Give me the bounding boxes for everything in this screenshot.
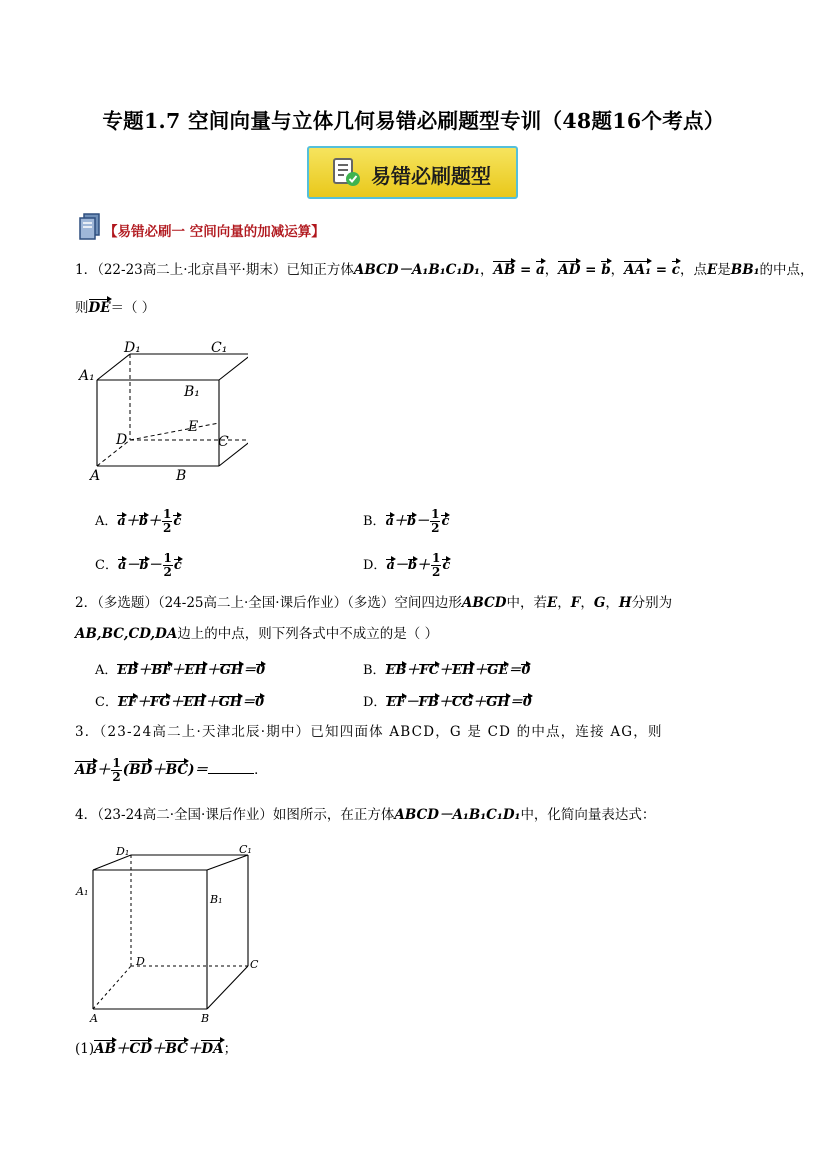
label-D: D — [116, 432, 128, 448]
label-D: D — [136, 955, 145, 968]
question-2-stem: 2．（多选题）（24-25高二上·全国·课后作业）（多选）空间四边形ABCD中，若E，F，G，H分别为 — [75, 595, 673, 611]
book-icon — [78, 213, 102, 241]
question-2-stem-cont: AB,BC,CD,DA边上的中点，则下列各式中不成立的是（ ） — [75, 626, 439, 642]
label-B: B — [176, 468, 187, 484]
question-1-stem: 1．（22-23高二上·北京昌平·期末）已知正方体ABCD－A₁B₁C₁D₁，AB = a，AD = b，AA₁ = c，点E是BB₁的中点， — [75, 262, 814, 278]
label-C1: C₁ — [211, 340, 228, 356]
badge-label: 易错必刷题型 — [371, 164, 491, 188]
q1-option-d[interactable]: D．a－b＋ $\frac{1}{2}$ c — [363, 551, 451, 579]
label-A: A — [90, 468, 101, 484]
checklist-document-icon — [331, 157, 363, 189]
label-A1: A₁ — [79, 368, 95, 384]
label-B1: B₁ — [184, 384, 200, 400]
question-3-expression: AB＋ $\frac{1}{2}$ (BD＋BC)＝ ． — [75, 756, 268, 784]
q1-option-c[interactable]: C．a－b－ $\frac{1}{2}$ c — [95, 551, 182, 579]
label-A1: A₁ — [76, 885, 89, 898]
section-heading: 【易错必刷一 空间向量的加减运算】 — [104, 224, 325, 240]
page-title: 专题1.7 空间向量与立体几何易错必刷题型专训（48题16个考点） — [102, 109, 725, 133]
question-4-cube-figure — [74, 838, 274, 1030]
question-3-stem: 3．（23-24高二上·天津北辰·期中）已知四面体 ABCD，G 是 CD 的中点，连接 AG，则 — [75, 724, 663, 740]
question-1-ask: 则DE＝（ ） — [75, 300, 156, 316]
label-A: A — [90, 1012, 98, 1025]
label-B1: B₁ — [210, 893, 223, 906]
label-C1: C₁ — [239, 843, 252, 856]
label-D1: D₁ — [124, 340, 141, 356]
label-B: B — [201, 1012, 210, 1025]
question-4-stem: 4．（23-24高二·全国·课后作业）如图所示，在正方体ABCD－A₁B₁C₁D₁中，化简向量表达式： — [75, 807, 656, 823]
q2-option-a[interactable]: A．EB＋BF＋EH＋GH＝0 — [95, 663, 266, 678]
q1-option-a[interactable]: A．a＋b＋ $\frac{1}{2}$ c — [95, 507, 182, 535]
question-4-part-1: (1)AB＋CD＋BC＋DA； — [75, 1041, 238, 1057]
label-D1: D₁ — [116, 845, 130, 858]
q1-option-b[interactable]: B．a＋b－ $\frac{1}{2}$ c — [363, 507, 450, 535]
question-1-cube-figure — [78, 338, 248, 488]
answer-blank[interactable] — [208, 761, 254, 774]
label-E: E — [188, 419, 199, 435]
label-C: C — [250, 958, 259, 971]
category-badge — [307, 146, 518, 199]
label-C: C — [218, 434, 229, 450]
q2-option-d[interactable]: D．EF－FB＋CG＋GH＝0 — [363, 695, 532, 710]
q2-option-c[interactable]: C．EF＋FG＋EH＋GH＝0 — [95, 695, 265, 710]
q2-option-b[interactable]: B．EB＋FC＋EH＋GE＝0 — [363, 663, 531, 678]
